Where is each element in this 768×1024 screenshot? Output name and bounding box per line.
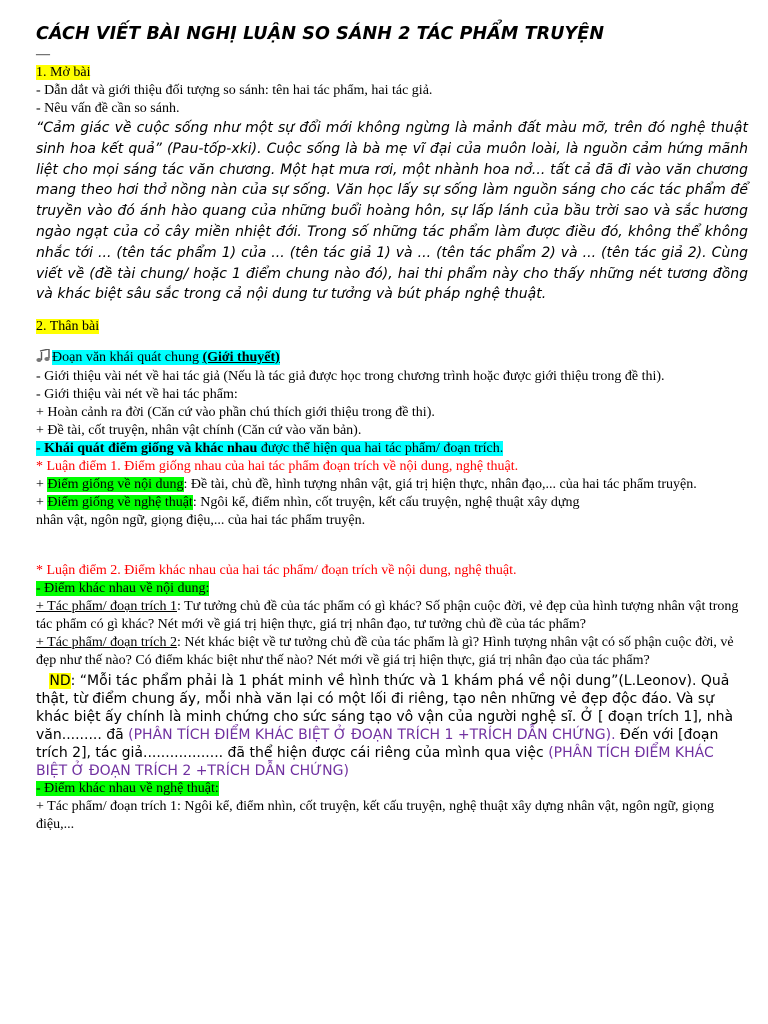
khai-quat-line [36,440,748,458]
giong-nd-prefix: + [36,477,48,493]
thanbai-line-3: + Hoàn cảnh ra đời (Căn cứ vào phần chú thích giới thiệu trong đề thi). [36,405,435,421]
nd-text-2: Đến với [đoạn trích 2], tác giả.................. đã thể hiện được cái riêng của mình qua việc [36,727,719,762]
giong-nd-highlight: Điểm giống về nội dung [47,477,184,493]
music-notes-icon [36,349,52,363]
tac-pham-2 [36,634,748,670]
tac-pham-1 [36,598,748,634]
khac-nghe-thuat-line: + Tác phẩm/ đoạn trích 1: Ngôi kể, điểm nhìn, cốt truyện, kết cấu truyện, nghệ thuật xây dựng nhân vật, ngôn ngữ, giọng điệu,... [36,799,714,833]
mobai-sample-paragraph: “Cảm giác về cuộc sống như một sự đổi mới không ngừng là mảnh đất màu mỡ, trên đó nghệ thuật sinh hoa kết quả” (Pau-tốp-xki). Cuộc sống là bà mẹ vĩ đại của muôn loài, là nguồn cảm hứng mãnh liệt cho mọi sáng tác văn chương. Một hạt mưa rơi, một nhành hoa nở... tất cả đã đi vào văn chương mang theo hơi thở nồng nàn của sự sống. Văn học lấy sự sống làm nguồn sáng cho các tác phẩm để truyền vào đó ánh hào quang của những buổi hoàng hôn, sự lấp lánh của bầu trời sao và sắc hương ngào ngạt của cỏ cây miền nhiệt đới. Trong số những tác phẩm làm được điều đó, không thể không nhắc tới ... (tên tác phẩm 1) của ... (tên tác giả 1) và ... (tên tác phẩm 2) và ... (tên tác giả 2). Cùng viết về (đề tài chung/ hoặc 1 điểm chung nào đó), hai thi phẩm này cho thấy những nét tương đồng và khác biệt sâu sắc trong cả nội dung tư tưởng và bút pháp nghệ thuật. [36,120,748,303]
khac-nghe-thuat-heading [36,780,748,798]
thanbai-line-4: + Đề tài, cốt truyện, nhân vật chính (Căn cứ vào văn bản). [36,423,362,439]
tp2-label: + Tác phẩm/ đoạn trích 2 [36,635,177,651]
nd-purple-2: (PHÂN TÍCH ĐIỂM KHÁC BIỆT Ở ĐOẠN TRÍCH 2 +TRÍCH DẪN CHỨNG) [36,745,714,780]
title-dash: — [36,47,50,62]
khai-quat-rest: được thể hiện qua hai tác phẩm/ đoạn trích. [257,441,504,457]
tp1-label: + Tác phẩm/ đoạn trích 1 [36,599,177,615]
mobai-line-2: - Nêu vấn đề cần so sánh. [36,101,180,116]
giong-nt-prefix: + [36,495,48,511]
thanbai-heading-text: 2. Thân bài [36,319,100,335]
giong-nd-rest: : Đề tài, chủ đề, hình tượng nhân vật, giá trị hiện thực, nhân đạo,... của hai tác phẩm truyện. [183,477,697,493]
nd-purple-1: (PHÂN TÍCH ĐIỂM KHÁC BIỆT Ở ĐOẠN TRÍCH 1 +TRÍCH DẪN CHỨNG). [128,727,616,744]
khac-nd-highlight: - Điểm khác nhau về nội dung: [36,581,210,597]
khai-quat-highlight: - Khái quát điểm giống và khác nhau [36,441,258,457]
doan-label-bold: (Giới thuyết) [202,350,280,366]
tp1-text: : Tư tưởng chủ đề của tác phẩm có gì khác? Số phận cuộc đời, vẻ đẹp của hình tượng nhân vật trong tác phẩm có gì khác? Nét mới về giá trị hiện thực, giá trị nhân đạo, tư tưởng chủ đề của tác phẩm? [36,599,739,633]
khac-nt-highlight: - Điểm khác nhau về nghệ thuật: [36,781,219,797]
doan-label-highlight [52,350,280,365]
luan-diem-2: * Luận điểm 2. Điểm khác nhau của hai tác phẩm/ đoạn trích về nội dung, nghệ thuật. [36,563,517,579]
khac-noi-dung-heading [36,580,748,598]
mobai-heading-text: 1. Mở bài [36,65,91,80]
thanbai-heading [36,318,748,336]
nd-sample-paragraph [36,672,748,780]
luan-diem-1: * Luận điểm 1. Điểm giống nhau của hai tác phẩm đoạn trích về nội dung, nghệ thuật. [36,459,519,475]
doan-khai-quat-label [36,348,748,368]
thanbai-line-1: - Giới thiệu vài nét về hai tác giả (Nếu là tác giả được học trong chương trình hoặc được giới thiệu trong đề thi). [36,369,665,385]
doan-label-text: Đoạn văn khái quát chung [52,350,203,366]
mobai-line-1: - Dẫn dắt và giới thiệu đối tượng so sánh: tên hai tác phẩm, hai tác giả. [36,83,433,98]
giong-noi-dung [36,476,748,494]
giong-nghe-thuat [36,494,748,512]
giong-nt-highlight: Điểm giống về nghệ thuật [47,495,193,511]
giong-nghe-thuat-cont: nhân vật, ngôn ngữ, giọng điệu,... của hai tác phẩm truyện. [36,513,366,529]
document-page [36,22,748,834]
tp2-text: : Nét khác biệt về tư tưởng chủ đề của tác phẩm là gì? Hình tượng nhân vật có số phận cuộc đời, vẻ đẹp như thế nào? Có điểm khác biệt như thế nào? Nét mới về giá trị hiện thực, giá trị nhân đạo của tác phẩm? [36,635,734,669]
nd-label: ND [49,673,71,690]
document-title: CÁCH VIẾT BÀI NGHỊ LUẬN SO SÁNH 2 TÁC PHẨM TRUYỆN [36,24,605,44]
thanbai-line-2: - Giới thiệu vài nét về hai tác phẩm: [36,387,238,403]
giong-nt-rest-1: : Ngôi kể, điểm nhìn, cốt truyện, kết cấu truyện, nghệ thuật xây dựng [192,495,580,511]
mobai-heading [36,64,748,82]
nd-text-1: : “Mỗi tác phẩm phải là 1 phát minh về hình thức và 1 khám phá về nội dung”(L.Leonov). Quả thật, từ điểm chung ấy, mỗi nhà văn lại có một lối đi riêng, tạo nên những vẻ đẹp độc đáo. Và sự khác biệt ấy chính là minh chứng cho sức sáng tạo vô vận của người nghệ sĩ. Ở [ đoạn trích 1], nhà văn......... đã [36,673,734,744]
